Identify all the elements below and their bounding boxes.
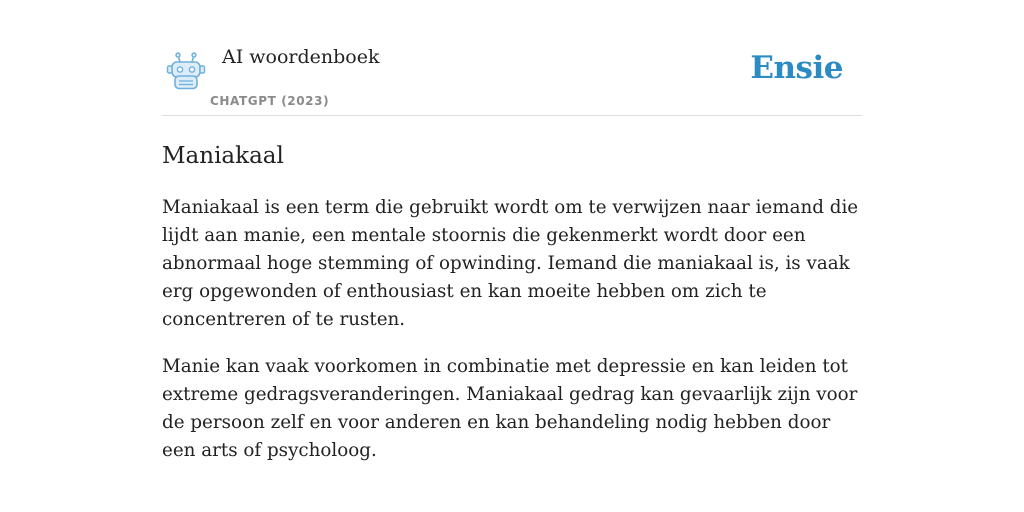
dictionary-title: AI woordenboek xyxy=(222,46,380,68)
robot-icon xyxy=(166,52,206,90)
brand-logo-link[interactable]: Ensie xyxy=(750,50,843,86)
definition-paragraph: Manie kan vaak voorkomen in combinatie met depressie en kan leiden tot extreme gedragsveranderingen. Maniakaal gedrag kan gevaarlijk zijn voor de persoon zelf en voor anderen en kan behandeling nodig hebben door een arts of psycholoog. xyxy=(162,356,858,461)
definition-paragraph: Maniakaal is een term die gebruikt wordt om te verwijzen naar iemand die lijdt aan manie, een mentale stoornis die gekenmerkt wordt door een abnormaal hoge stemming of opwinding. Iemand die maniakaal is, is vaak erg opgewonden of enthousiast en kan moeite hebben om zich te concentreren of te rusten. xyxy=(162,197,859,330)
entry-term: Maniakaal xyxy=(162,143,284,169)
entry-header xyxy=(162,38,862,116)
source-label: CHATGPT (2023) xyxy=(210,94,330,108)
entry-card xyxy=(162,38,862,465)
